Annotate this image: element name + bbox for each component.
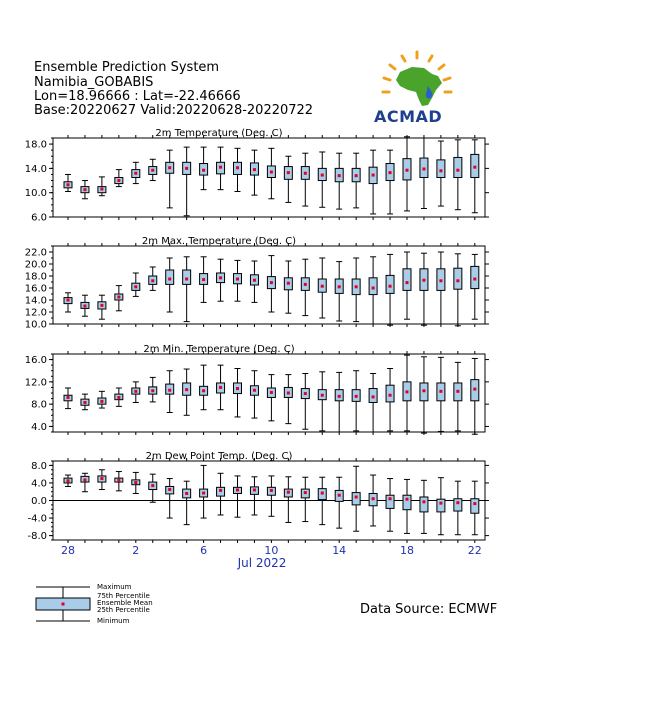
mean-marker: [236, 488, 239, 491]
mean-marker: [219, 276, 222, 279]
mean-marker: [83, 305, 86, 308]
iqr-box: [166, 270, 174, 284]
box-day-6: [200, 365, 208, 410]
y-tick-label: 20.0: [24, 259, 47, 271]
mean-marker: [134, 285, 137, 288]
box-day-19: [420, 357, 428, 433]
iqr-box: [352, 493, 360, 505]
box-day-8: [234, 368, 242, 416]
mean-marker: [83, 478, 86, 481]
box-day-17: [386, 368, 394, 430]
box-day-3: [149, 159, 157, 180]
box-day-9: [250, 261, 258, 302]
y-tick-label: 14.0: [24, 163, 47, 175]
box-day-13: [318, 258, 326, 318]
box-day-11: [284, 375, 292, 424]
box-day-6: [200, 147, 208, 190]
box-day-2: [132, 382, 140, 403]
box-day-21: [454, 481, 462, 535]
box-day-20: [437, 357, 445, 431]
mean-marker: [253, 279, 256, 282]
box-day-14: [335, 372, 343, 432]
iqr-box: [403, 269, 411, 291]
box-day-4: [166, 150, 174, 208]
box-day-19: [420, 253, 428, 325]
mean-marker: [270, 281, 273, 284]
box-day-5: [183, 369, 191, 415]
y-tick-label: 4.0: [31, 478, 47, 490]
header-line-2: Namibia_GOBABIS: [34, 75, 154, 90]
header-line-3: Lon=18.96666 : Lat=-22.46666: [34, 89, 241, 104]
mean-marker: [372, 287, 375, 290]
box-day-10: [267, 476, 275, 516]
box-day-5: [183, 147, 191, 216]
mean-marker: [355, 174, 358, 177]
box-day-22: [471, 140, 479, 213]
iqr-box: [403, 495, 411, 509]
box-day-1: [115, 170, 123, 187]
box-day-6: [200, 257, 208, 303]
box-day-28: [64, 475, 72, 486]
logo-text: ACMAD: [374, 107, 443, 126]
mean-marker: [338, 174, 341, 177]
box-day-28: [64, 388, 72, 409]
mean-marker: [151, 484, 154, 487]
mean-marker: [134, 390, 137, 393]
mean-marker: [372, 497, 375, 500]
mean-marker: [389, 171, 392, 174]
mean-marker: [185, 167, 188, 170]
box-day-9: [250, 371, 258, 418]
mean-marker: [253, 168, 256, 171]
mean-marker: [338, 395, 341, 398]
mean-marker: [304, 491, 307, 494]
mean-marker: [422, 500, 425, 503]
mean-marker: [83, 401, 86, 404]
mean-marker: [117, 479, 120, 482]
box-day-2: [132, 472, 140, 493]
y-tick-label: 8.0: [31, 460, 47, 472]
mean-marker: [422, 389, 425, 392]
legend-label-minimum: Minimum: [97, 617, 130, 625]
mean-marker: [338, 494, 341, 497]
box-day-10: [267, 148, 275, 198]
box-day-17: [386, 150, 394, 214]
mean-marker: [270, 171, 273, 174]
mean-marker: [422, 279, 425, 282]
panel-1: [25, 128, 489, 224]
mean-marker: [185, 492, 188, 495]
box-day-1: [115, 388, 123, 406]
box-day-2: [132, 162, 140, 183]
mean-marker: [236, 278, 239, 281]
mean-marker: [439, 502, 442, 505]
box-day-18: [403, 479, 411, 533]
mean-marker: [117, 179, 120, 182]
box-day-22: [471, 254, 479, 319]
mean-marker: [456, 390, 459, 393]
legend-label-p75: 75th Percentile: [97, 592, 150, 600]
mean-marker: [117, 396, 120, 399]
box-day-7: [217, 259, 225, 301]
mean-marker: [100, 188, 103, 191]
mean-marker: [236, 387, 239, 390]
box-day-11: [284, 261, 292, 313]
mean-marker: [67, 299, 70, 302]
mean-marker: [219, 166, 222, 169]
mean-marker: [439, 390, 442, 393]
box-day-5: [183, 481, 191, 524]
header-line-4: Base:20220627 Valid:20220628-20220722: [34, 103, 314, 118]
box-day-3: [149, 474, 157, 502]
data-source-label: Data Source: ECMWF: [360, 602, 498, 617]
box-day-18: [403, 137, 411, 211]
box-day-7: [217, 365, 225, 410]
box-day-16: [369, 150, 377, 214]
box-day-10: [267, 375, 275, 421]
y-tick-label: 16.0: [24, 355, 47, 367]
mean-marker: [287, 282, 290, 285]
box-day-4: [166, 371, 174, 413]
box-day-14: [335, 262, 343, 321]
mean-marker: [389, 394, 392, 397]
box-day-5: [183, 257, 191, 322]
x-tick-label: 6: [200, 544, 208, 557]
box-day-19: [420, 480, 428, 533]
box-day-3: [149, 377, 157, 402]
box-day-8: [234, 148, 242, 191]
mean-marker: [185, 278, 188, 281]
box-day-18: [403, 355, 411, 431]
box-day-7: [217, 147, 225, 190]
box-day-11: [284, 477, 292, 523]
mean-marker: [406, 390, 409, 393]
panel-title: 2m Temperature (Deg. C): [155, 128, 283, 139]
mean-marker: [338, 285, 341, 288]
box-day-12: [301, 374, 309, 430]
mean-marker: [372, 174, 375, 177]
box-day-13: [318, 372, 326, 431]
mean-marker: [406, 281, 409, 284]
box-day-8: [234, 476, 242, 517]
box-day-16: [369, 374, 377, 433]
mean-marker: [219, 386, 222, 389]
box-day-10: [267, 256, 275, 312]
mean-marker: [117, 296, 120, 299]
mean-marker: [100, 477, 103, 480]
mean-marker: [270, 489, 273, 492]
box-day-29: [81, 394, 89, 410]
box-day-3: [149, 267, 157, 290]
y-tick-label: 16.0: [24, 283, 47, 295]
mean-marker: [168, 389, 171, 392]
box-day-7: [217, 473, 225, 515]
box-day-29: [81, 181, 89, 199]
x-tick-label: 22: [467, 544, 482, 557]
box-day-12: [301, 259, 309, 315]
mean-marker: [456, 169, 459, 172]
mean-marker: [151, 389, 154, 392]
mean-marker: [83, 188, 86, 191]
y-tick-label: 6.0: [31, 212, 47, 224]
mean-marker: [202, 389, 205, 392]
y-tick-label: 10.0: [24, 319, 47, 331]
mean-marker: [422, 167, 425, 170]
panel-title: 2m Min. Temperature (Deg. C): [143, 344, 295, 355]
mean-marker: [321, 174, 324, 177]
box-day-21: [454, 362, 462, 431]
iqr-box: [386, 385, 394, 402]
box-day-8: [234, 260, 242, 301]
box-day-19: [420, 138, 428, 208]
mean-marker: [202, 492, 205, 495]
box-day-1: [115, 286, 123, 311]
panel-title: 2m Dew Point Temp. (Deg. C): [145, 451, 293, 462]
mean-marker: [134, 481, 137, 484]
box-day-21: [454, 254, 462, 326]
y-tick-label: 4.0: [31, 421, 47, 433]
mean-marker: [100, 304, 103, 307]
y-tick-label: 12.0: [24, 307, 47, 319]
legend: [36, 583, 153, 625]
mean-marker: [270, 391, 273, 394]
mean-marker: [202, 278, 205, 281]
iqr-box: [386, 495, 394, 508]
box-day-20: [437, 478, 445, 535]
box-day-15: [352, 466, 360, 531]
mean-marker: [473, 278, 476, 281]
mean-marker: [439, 279, 442, 282]
mean-marker: [439, 169, 442, 172]
mean-marker: [456, 279, 459, 282]
box-day-16: [369, 475, 377, 526]
iqr-box: [369, 278, 377, 295]
mean-marker: [406, 169, 409, 172]
mean-marker: [389, 497, 392, 500]
box-day-30: [98, 177, 106, 196]
mean-marker: [151, 279, 154, 282]
box-day-14: [335, 153, 343, 209]
mean-marker: [219, 489, 222, 492]
mean-marker: [253, 389, 256, 392]
box-day-9: [250, 477, 258, 515]
mean-marker: [473, 502, 476, 505]
box-day-13: [318, 152, 326, 207]
mean-marker: [473, 388, 476, 391]
mean-marker: [473, 166, 476, 169]
legend-label-maximum: Maximum: [97, 583, 132, 591]
box-day-15: [352, 153, 360, 208]
box-day-17: [386, 479, 394, 532]
y-tick-label: 12.0: [24, 377, 47, 389]
mean-marker: [321, 492, 324, 495]
x-month-label: Jul 2022: [237, 556, 287, 570]
x-tick-label: 14: [332, 544, 347, 557]
y-tick-label: 0.0: [31, 496, 47, 507]
panel-2: [25, 236, 489, 331]
box-day-6: [200, 465, 208, 518]
box-day-20: [437, 141, 445, 206]
mean-marker: [456, 501, 459, 504]
box-day-4: [166, 479, 174, 519]
header-line-1: Ensemble Prediction System: [34, 60, 220, 75]
mean-marker: [185, 388, 188, 391]
panel-title: 2m Max. Temperature (Deg. C): [141, 236, 297, 247]
mean-marker: [287, 171, 290, 174]
iqr-box: [454, 268, 462, 289]
box-day-22: [471, 481, 479, 535]
box-day-2: [132, 273, 140, 296]
box-day-1: [115, 472, 123, 491]
iqr-box: [183, 270, 191, 284]
mean-marker: [372, 395, 375, 398]
iqr-box: [454, 499, 462, 511]
mean-marker: [287, 491, 290, 494]
iqr-box: [420, 497, 428, 512]
box-day-29: [81, 295, 89, 316]
box-day-16: [369, 257, 377, 324]
iqr-box: [471, 499, 479, 513]
mean-marker: [67, 479, 70, 482]
y-tick-label: -8.0: [27, 531, 47, 543]
mean-marker: [304, 283, 307, 286]
mean-marker: [168, 488, 171, 491]
iqr-box: [454, 157, 462, 177]
y-tick-label: 18.0: [24, 139, 47, 151]
box-day-14: [335, 477, 343, 528]
box-day-11: [284, 156, 292, 202]
panel-3: [25, 344, 489, 435]
box-day-17: [386, 254, 394, 325]
mean-marker: [151, 169, 154, 172]
y-tick-label: 10.0: [24, 188, 47, 200]
mean-marker: [134, 172, 137, 175]
box-day-4: [166, 258, 174, 312]
iqr-box: [386, 275, 394, 293]
mean-marker: [304, 392, 307, 395]
box-day-12: [301, 153, 309, 206]
box-day-30: [98, 470, 106, 490]
iqr-box: [437, 499, 445, 512]
mean-marker: [355, 285, 358, 288]
box-day-28: [64, 293, 72, 312]
x-tick-label: 28: [61, 544, 75, 557]
iqr-box: [437, 160, 445, 178]
y-tick-label: 22.0: [24, 247, 47, 259]
box-day-18: [403, 252, 411, 319]
mean-marker: [67, 396, 70, 399]
mean-marker: [321, 394, 324, 397]
mean-marker: [321, 285, 324, 288]
box-day-30: [98, 295, 106, 319]
y-tick-label: 8.0: [31, 399, 47, 411]
y-tick-label: 14.0: [24, 295, 47, 307]
y-tick-label: 18.0: [24, 271, 47, 283]
mean-marker: [202, 169, 205, 172]
x-tick-label: 18: [400, 544, 414, 557]
mean-marker: [389, 285, 392, 288]
mean-marker: [236, 166, 239, 169]
mean-marker: [253, 488, 256, 491]
mean-marker: [168, 166, 171, 169]
y-tick-label: -4.0: [27, 513, 47, 525]
mean-marker: [100, 400, 103, 403]
legend-label-mean: Ensemble Mean: [97, 599, 153, 607]
x-tick-label: 10: [264, 544, 279, 557]
x-tick-label: 2: [132, 544, 140, 557]
box-day-15: [352, 258, 360, 322]
box-day-29: [81, 473, 89, 491]
legend-label-p25: 25th Percentile: [97, 606, 150, 614]
box-day-21: [454, 140, 462, 210]
mean-marker: [304, 172, 307, 175]
box-day-15: [352, 371, 360, 431]
box-day-30: [98, 391, 106, 408]
box-day-20: [437, 252, 445, 324]
mean-marker: [67, 183, 70, 186]
box-day-28: [64, 174, 72, 191]
mean-marker: [287, 392, 290, 395]
mean-marker: [168, 278, 171, 281]
legend-mean-marker: [62, 603, 65, 606]
box-day-22: [471, 358, 479, 434]
box-day-12: [301, 477, 309, 521]
mean-marker: [355, 495, 358, 498]
box-day-9: [250, 150, 258, 195]
mean-marker: [406, 498, 409, 501]
panel-4: [27, 451, 489, 543]
mean-marker: [355, 395, 358, 398]
